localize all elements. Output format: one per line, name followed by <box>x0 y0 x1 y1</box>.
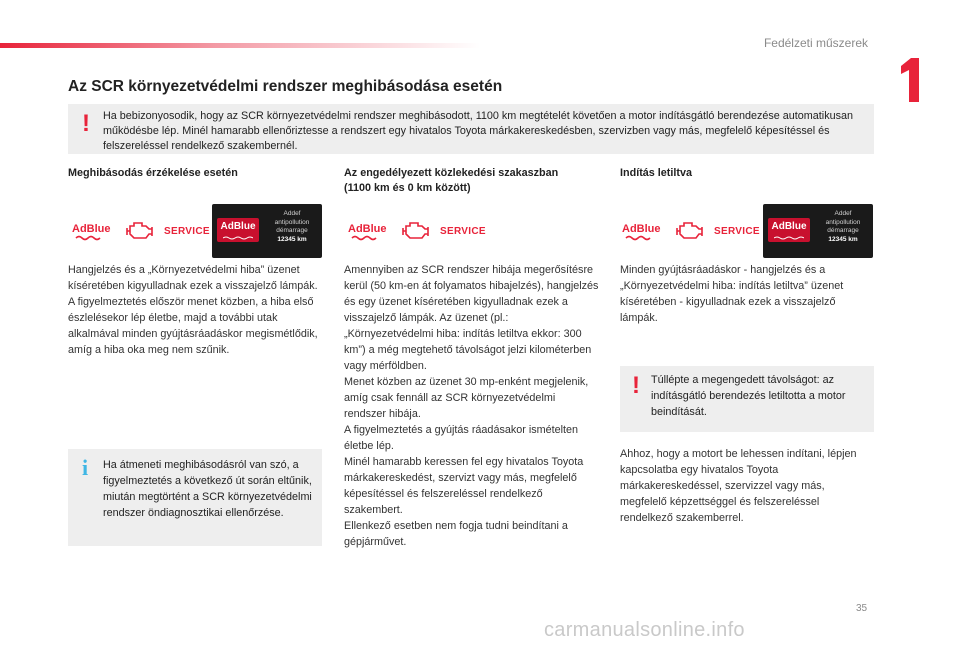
service-icon: SERVICE <box>714 225 760 237</box>
warning-text: Ha bebizonyosodik, hogy az SCR környezetvédelmi rendszer meghibásodott, 1100 km megtételét követően a motor indításgátló berendezése automatikusan működésbe lép. Minél hamarabb ellenőriztesse a rendszert egy hivatalos Toyota márkakereskedésben, szervizben vagy más, megfelelő képesítéssel és felszereléssel rendelkező szakembernél. <box>103 110 854 152</box>
warning-box-right <box>620 366 874 432</box>
warning-text: Túllépte a megengedett távolságot: az indításgátló berendezés letiltotta a motor beindítását. <box>651 374 846 418</box>
engine-warning-icon <box>400 219 432 243</box>
column-2-text: Amennyiben az SCR rendszer hibája megerősítésre kerül (50 km-en át folyamatos hibajelzés), hangjelzés és egy üzenet kíséretében kigyulladnak ezek a visszajelző lámpák. Az üzenet (pl.: „Környezetvédelmi hiba: indítás letiltva ekkor: 300 km”) a még megtehető távolságot jelzi kilométerben vagy mérföldben. Menet közben az üzenet 30 mp-enként megjelenik, amíg csak fennáll az SCR környezetvédelmi rendszer hibája. A figyelmeztetés a gyújtás ráadásakor ismételten életbe lép. Minél hamarabb keressen fel egy hivatalos Toyota márkakereskedést, szervizt vagy más, megfelelő képesítéssel és felszereléssel rendelkező szakembert. Ellenkező esetben nem fogja tudni beindítani a gépjárművet. <box>344 264 599 548</box>
adblue-icon <box>622 219 664 243</box>
page-number: 35 <box>856 603 868 614</box>
exclamation-icon: ! <box>82 110 90 137</box>
svg-text:AdBlue: AdBlue <box>72 223 111 235</box>
info-box <box>68 449 322 546</box>
exclamation-icon: ! <box>632 372 640 399</box>
screen-message: Addef antipollution démarrage 12345 km <box>825 210 861 243</box>
watermark: carmanualsonline.info <box>544 619 745 641</box>
display-screen <box>212 204 322 258</box>
column-2-heading: Az engedélyezett közlekedési szakaszban (1100 km és 0 km között) <box>344 167 559 194</box>
column-3-icons <box>622 204 760 258</box>
column-1-text: Hangjelzés és a „Környezetvédelmi hiba” üzenet kíséretében kigyulladnak ezek a visszajelző lámpák. A figyelmeztetés először menet közben, a hiba első észlelésekor lép életbe, majd a további utak alkalmával minden gyújtásráadáskor megismétlődik, amíg a hiba oka meg nem szűnik. <box>68 264 318 356</box>
service-icon: SERVICE <box>164 225 210 237</box>
screen-message: Addef antipollution démarrage 12345 km <box>274 210 310 243</box>
column-3-text-2: Ahhoz, hogy a motort be lehessen indítani, lépjen kapcsolatba egy hivatalos Toyota márkakereskedéssel, szervizzel vagy más, megfelelő képzettséggel és felszereléssel rendelkező szakemberrel. <box>620 448 857 524</box>
screen-adblue-badge: AdBlue <box>217 218 259 242</box>
page-title: Az SCR környezetvédelmi rendszer meghibásodása esetén <box>68 78 503 95</box>
warning-box-main <box>68 104 874 154</box>
svg-text:AdBlue: AdBlue <box>348 223 387 235</box>
adblue-icon <box>348 219 390 243</box>
screen-adblue-badge: AdBlue <box>768 218 810 242</box>
info-icon: i <box>82 455 89 480</box>
info-text: Ha átmeneti meghibásodásról van szó, a figyelmeztetés a következő út során eltűnik, miután megtörtént a SCR környezetvédelmi rendszer öndiagnosztikai ellenőrzése. <box>103 459 312 519</box>
adblue-icon <box>72 219 114 243</box>
column-1-heading: Meghibásodás érzékelése esetén <box>68 167 238 179</box>
column-3-heading: Indítás letiltva <box>620 167 692 179</box>
engine-warning-icon <box>124 219 156 243</box>
column-2-icons <box>348 204 486 258</box>
engine-warning-icon <box>674 219 706 243</box>
display-screen <box>763 204 873 258</box>
column-3-text: Minden gyújtásráadáskor - hangjelzés és a „Környezetvédelmi hiba: indítás letiltva” üzenet kíséretében - kigyulladnak ezek a visszajelző lámpák. <box>620 264 844 324</box>
svg-text:AdBlue: AdBlue <box>622 223 661 235</box>
service-icon: SERVICE <box>440 225 486 237</box>
section-header: Fedélzeti műszerek <box>763 36 868 50</box>
header-accent-bar <box>0 43 480 48</box>
chapter-number <box>897 56 921 102</box>
column-1-icons <box>72 204 210 258</box>
